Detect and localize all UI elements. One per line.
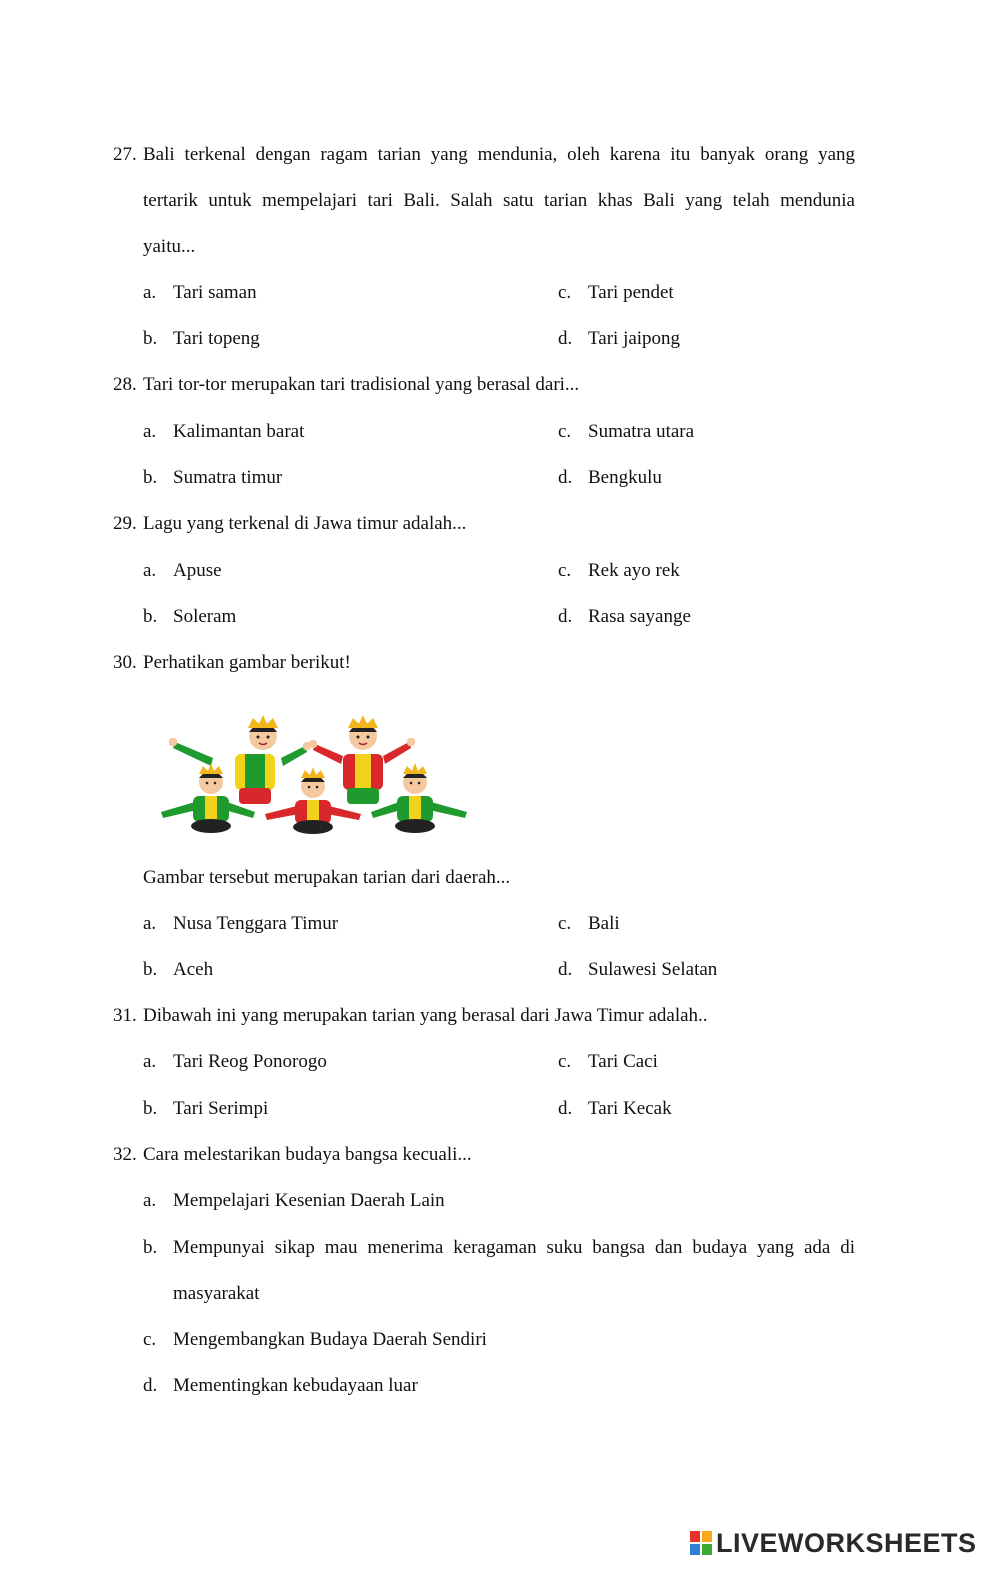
option-a[interactable] xyxy=(143,282,257,304)
option-letter: c. xyxy=(558,913,572,934)
option-text: Sulawesi Selatan xyxy=(588,959,718,980)
option-text: Aceh xyxy=(173,959,214,980)
liveworksheets-logo-icon xyxy=(690,1531,712,1555)
logo-text: LIVEWORKSHEETS xyxy=(716,1527,977,1558)
option-a[interactable] xyxy=(143,560,222,582)
option-d[interactable] xyxy=(143,1375,418,1397)
option-letter: d. xyxy=(558,606,573,627)
option-c[interactable] xyxy=(558,560,680,582)
question-text: Lagu yang terkenal di Jawa timur adalah... xyxy=(143,513,467,534)
option-text: Rasa sayange xyxy=(588,606,691,627)
option-letter: b. xyxy=(143,328,158,349)
option-text: Kalimantan barat xyxy=(173,421,305,442)
option-b-continuation: masyarakat xyxy=(173,1283,260,1304)
option-b[interactable] xyxy=(143,1098,268,1120)
option-text: Bali xyxy=(588,913,620,934)
saman-dancers-illustration xyxy=(155,710,475,835)
option-letter: d. xyxy=(143,1375,158,1396)
question-followup: Gambar tersebut merupakan tarian dari daerah... xyxy=(143,867,511,888)
option-letter: a. xyxy=(143,282,157,303)
option-letter: c. xyxy=(558,560,572,581)
option-b[interactable] xyxy=(143,467,282,489)
option-text: Mempelajari Kesenian Daerah Lain xyxy=(173,1190,445,1211)
option-d[interactable] xyxy=(558,328,680,350)
option-d[interactable] xyxy=(558,606,691,628)
option-letter: b. xyxy=(143,1098,158,1119)
option-letter: b. xyxy=(143,959,158,980)
option-c[interactable] xyxy=(558,913,620,935)
option-text: Apuse xyxy=(173,560,222,581)
question-text: Cara melestarikan budaya bangsa kecuali... xyxy=(143,1144,472,1165)
liveworksheets-logo[interactable] xyxy=(690,1526,977,1560)
option-b[interactable] xyxy=(143,1237,855,1259)
option-letter: c. xyxy=(558,282,572,303)
question-30 xyxy=(113,652,855,674)
option-text: Bengkulu xyxy=(588,467,662,488)
option-text: Sumatra timur xyxy=(173,467,283,488)
option-text: Tari Serimpi xyxy=(173,1098,269,1119)
option-letter: b. xyxy=(143,1237,158,1258)
option-d[interactable] xyxy=(558,959,717,981)
question-29 xyxy=(113,513,855,535)
question-27 xyxy=(113,144,855,166)
question-text: Dibawah ini yang merupakan tarian yang berasal dari Jawa Timur adalah.. xyxy=(143,1005,708,1026)
option-a[interactable] xyxy=(143,913,338,935)
option-a[interactable] xyxy=(143,421,304,443)
option-letter: a. xyxy=(143,1190,157,1211)
option-text: Tari Kecak xyxy=(588,1098,672,1119)
option-text: Soleram xyxy=(173,606,237,627)
option-letter: d. xyxy=(558,328,573,349)
question-text-line: yaitu... xyxy=(143,236,196,257)
option-c[interactable] xyxy=(558,282,674,304)
option-letter: b. xyxy=(143,467,158,488)
option-letter: c. xyxy=(558,421,572,442)
option-c[interactable] xyxy=(558,421,694,443)
option-d[interactable] xyxy=(558,467,662,489)
option-letter: b. xyxy=(143,606,158,627)
option-c[interactable] xyxy=(558,1051,658,1073)
question-number: 27. xyxy=(113,144,137,165)
option-letter: d. xyxy=(558,1098,573,1119)
option-a[interactable] xyxy=(143,1190,445,1212)
option-b[interactable] xyxy=(143,328,260,350)
question-text: Perhatikan gambar berikut! xyxy=(143,652,351,673)
option-text: Tari jaipong xyxy=(588,328,681,349)
option-text: Rek ayo rek xyxy=(588,560,680,581)
option-letter: a. xyxy=(143,560,157,581)
dancer-back-left xyxy=(169,715,311,804)
question-28 xyxy=(113,374,855,396)
option-letter: d. xyxy=(558,959,573,980)
question-number: 31. xyxy=(113,1005,137,1026)
option-text: Tari Caci xyxy=(588,1051,658,1072)
question-number: 30. xyxy=(113,652,137,673)
option-b[interactable] xyxy=(143,959,213,981)
option-d[interactable] xyxy=(558,1098,672,1120)
option-letter: a. xyxy=(143,1051,157,1072)
option-a[interactable] xyxy=(143,1051,327,1073)
option-letter: a. xyxy=(143,421,157,442)
dancer-front-3 xyxy=(371,763,467,833)
option-c[interactable] xyxy=(143,1329,487,1351)
option-text: Sumatra utara xyxy=(588,421,695,442)
option-text: Mempunyai sikap mau menerima keragaman suku bangsa dan budaya yang ada di xyxy=(173,1237,855,1258)
option-text: Tari topeng xyxy=(173,328,260,349)
option-letter: a. xyxy=(143,913,157,934)
question-32 xyxy=(113,1144,855,1166)
question-number: 28. xyxy=(113,374,137,395)
question-number: 29. xyxy=(113,513,137,534)
question-text: Tari tor-tor merupakan tari tradisional yang berasal dari... xyxy=(143,374,580,395)
question-text-line: Bali terkenal dengan ragam tarian yang mendunia, oleh karena itu banyak orang yang xyxy=(143,144,855,165)
option-letter: c. xyxy=(143,1329,157,1350)
option-text: Tari Reog Ponorogo xyxy=(173,1051,327,1072)
dancer-back-right xyxy=(309,715,415,804)
option-text: Tari pendet xyxy=(588,282,674,303)
option-text: Mementingkan kebudayaan luar xyxy=(173,1375,418,1396)
question-31 xyxy=(113,1005,855,1027)
question-number: 32. xyxy=(113,1144,137,1165)
option-text: Mengembangkan Budaya Daerah Sendiri xyxy=(173,1329,487,1350)
option-text: Nusa Tenggara Timur xyxy=(173,913,339,934)
option-text: Tari saman xyxy=(173,282,257,303)
option-letter: d. xyxy=(558,467,573,488)
option-letter: c. xyxy=(558,1051,572,1072)
option-b[interactable] xyxy=(143,606,236,628)
question-text-line: tertarik untuk mempelajari tari Bali. Salah satu tarian khas Bali yang telah mendunia xyxy=(143,190,855,211)
